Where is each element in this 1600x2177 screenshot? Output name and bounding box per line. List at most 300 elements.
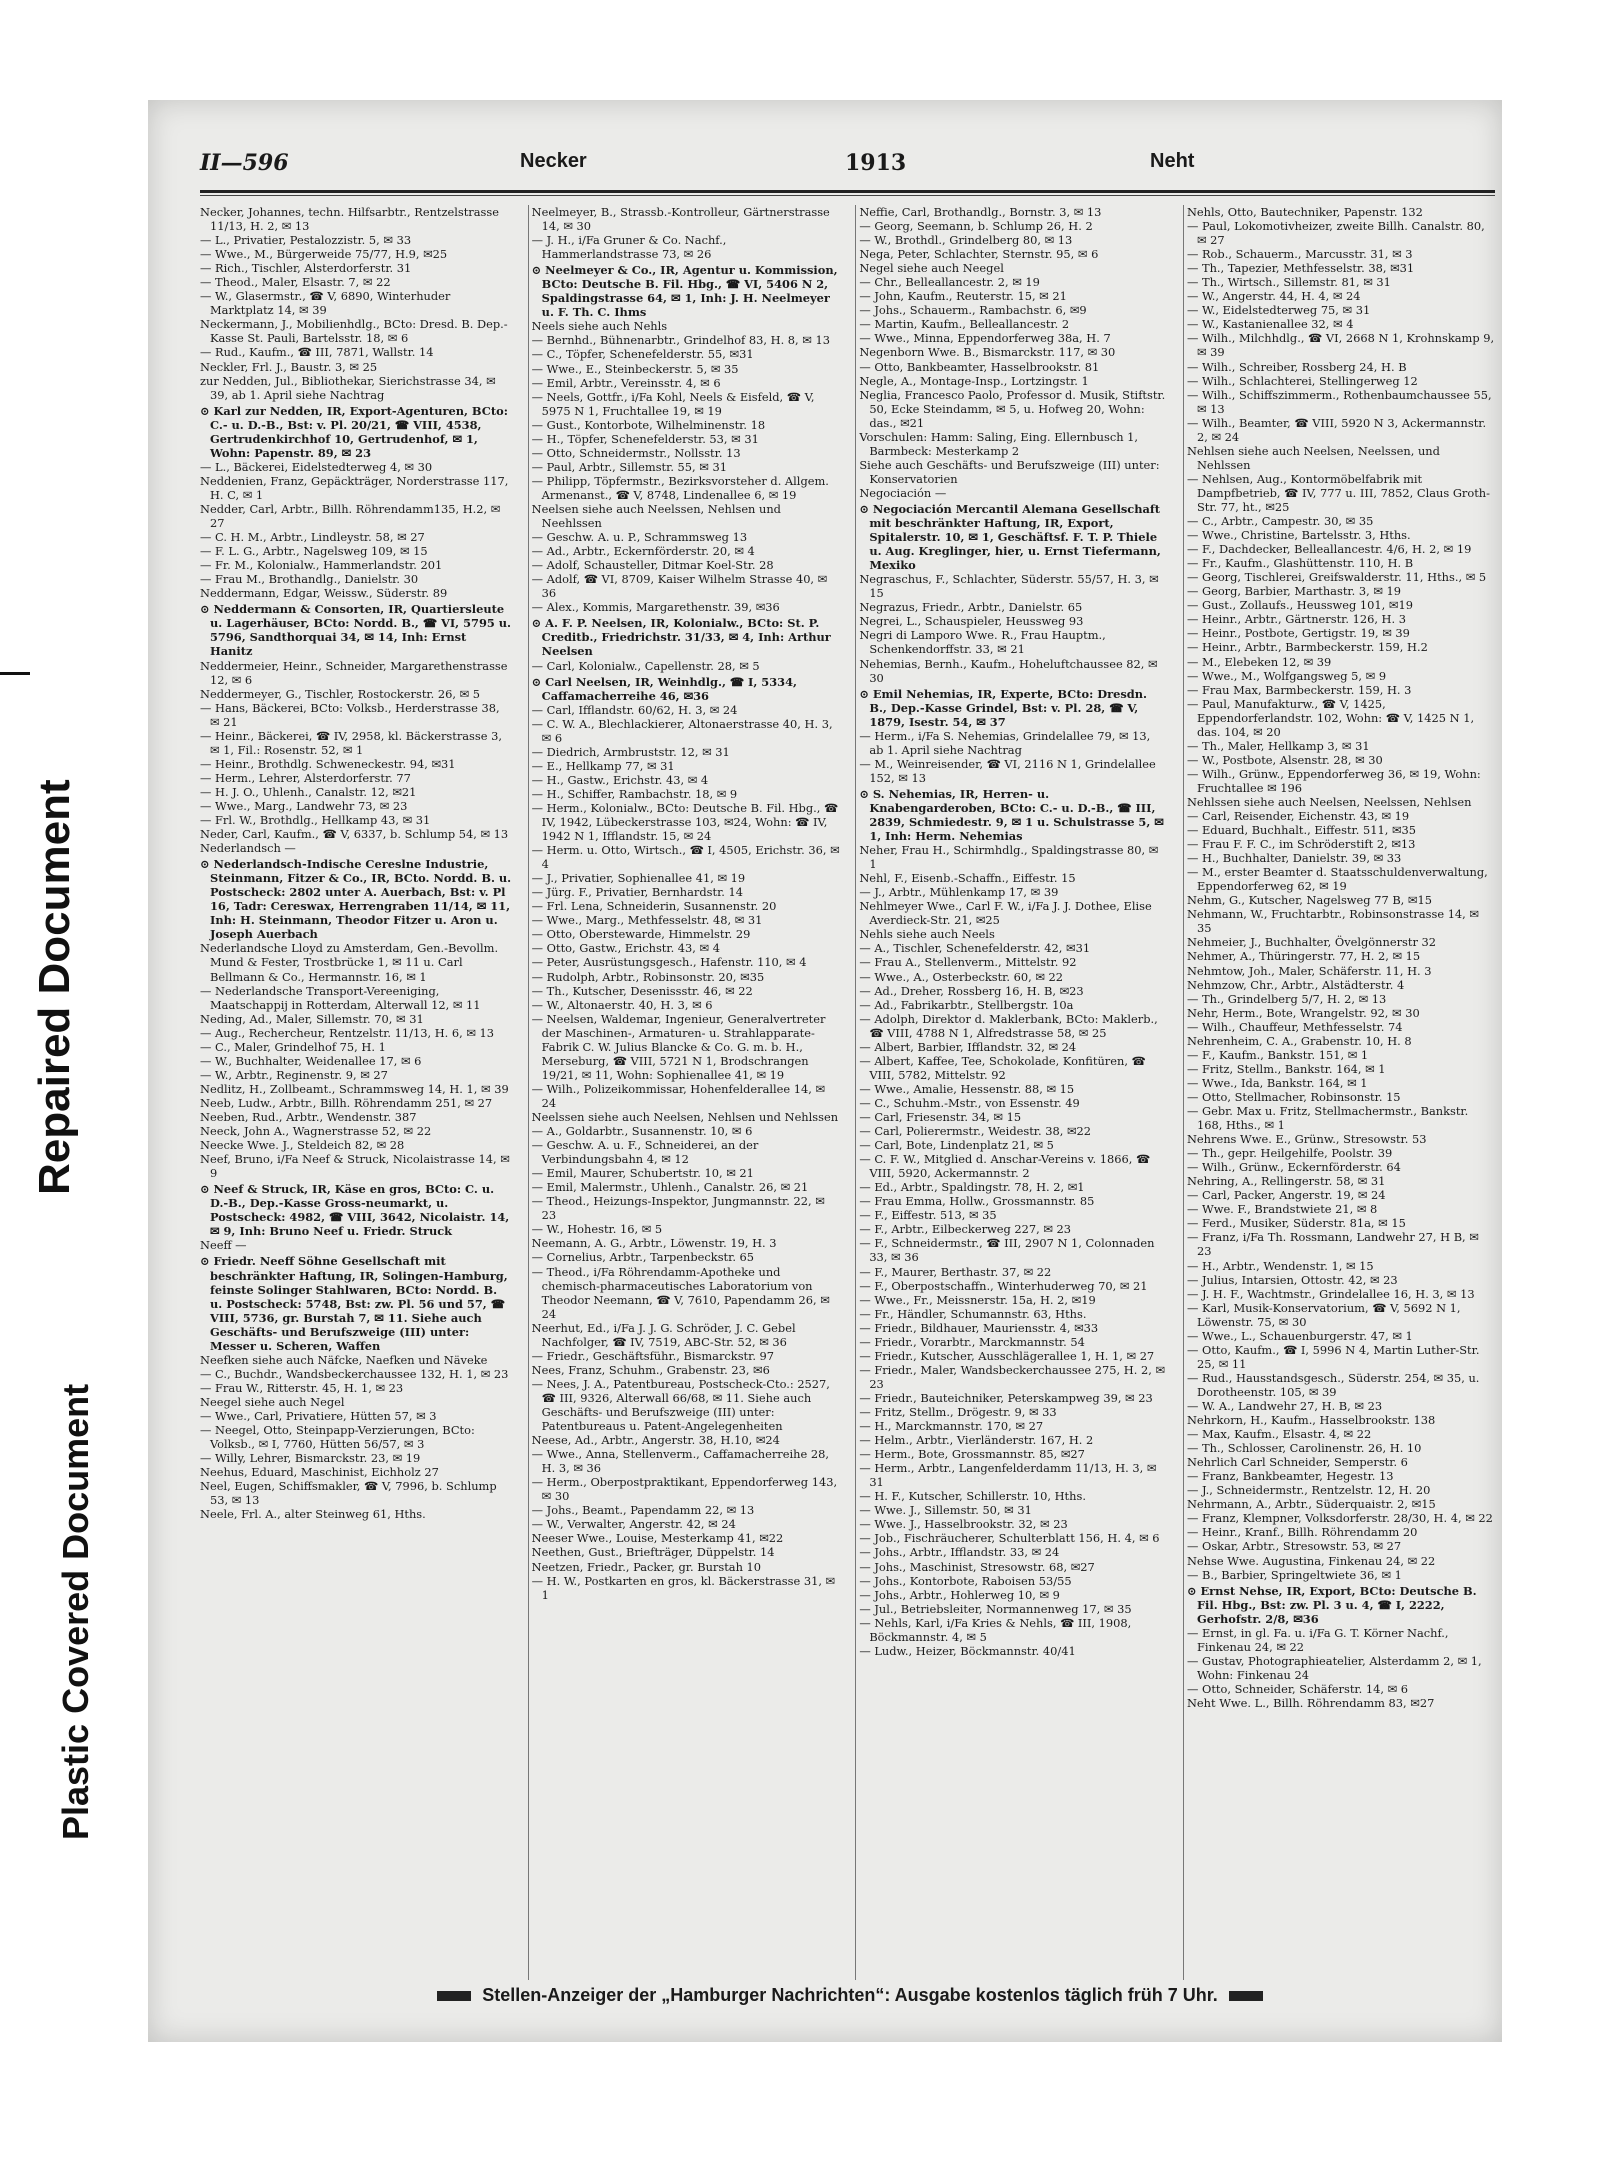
directory-entry: — Otto, Stellmacher, Robinsonstr. 15 (1186, 1089, 1401, 1104)
directory-entry: Neels siehe auch Nehls (531, 319, 668, 334)
pointing-hand-right-icon (1229, 1991, 1263, 2001)
header-rule (200, 190, 1495, 193)
directory-entry: — Wwe., Ida, Bankstr. 164, ✉ 1 (1186, 1075, 1368, 1090)
directory-entry: — Otto, Kaufm., ☎ I, 5996 N 4, Martin Luther-Str. 25, ✉ 11 (1186, 1342, 1480, 1371)
directory-entry: — Carl, Ifflandstr. 60/62, H. 3, ✉ 24 (531, 702, 738, 717)
directory-entry: — Nehls, Karl, i/Fa Kries & Nehls, ☎ III, 1908, Böckmannstr. 4, ✉ 5 (859, 1615, 1132, 1644)
directory-entry: — Neegel, Otto, Steinpapp-Verzierungen, BCto: Volksb., ✉ I, 7760, Hütten 56/57, ✉ 3 (200, 1423, 475, 1452)
directory-entry: — Wwe., M., Bürgerweide 75/77, H.9, ✉25 (200, 247, 448, 262)
directory-entry: Neeck, John A., Wagnerstrasse 52, ✉ 22 (200, 1124, 432, 1139)
directory-entry: — Jul., Betriebsleiter, Normannenweg 17, ✉ 35 (859, 1601, 1132, 1616)
directory-entry: — Eduard, Buchhalt., Eiffestr. 511, ✉35 (1186, 823, 1416, 838)
directory-entry: Siehe auch Geschäfts- und Berufszweige (III) unter: Konservatorien (859, 457, 1160, 486)
directory-entry: Necker, Johannes, techn. Hilfsarbtr., Rentzelstrasse 11/13, H. 2, ✉ 13 (200, 205, 499, 234)
directory-entry: — M., Weinreisender, ☎ VI, 2116 N 1, Grindelallee 152, ✉ 13 (859, 756, 1156, 785)
directory-entry: — Johs., Arbtr., Hohlerweg 10, ✉ 9 (859, 1587, 1060, 1602)
directory-entry: — Wilh., Chauffeur, Methfesselstr. 74 (1186, 1019, 1403, 1034)
directory-entry: Nederlandsch — (200, 841, 296, 856)
directory-entry: — Johs., Kontorbote, Raboisen 53/55 (859, 1573, 1072, 1588)
directory-entry: — Wwe., L., Schauenburgerstr. 47, ✉ 1 (1186, 1328, 1413, 1343)
directory-entry: Neefken siehe auch Näfcke, Naefken und Näveke (200, 1352, 488, 1367)
directory-entry: — Johs., Arbtr., Ifflandstr. 33, ✉ 24 (859, 1545, 1060, 1560)
directory-entry: Neddermeier, Heinr., Schneider, Margarethenstrasse 12, ✉ 6 (200, 658, 508, 687)
last-entry-word: Neht (1150, 150, 1195, 172)
directory-entry: — Georg, Seemann, b. Schlump 26, H. 2 (859, 219, 1093, 234)
directory-entry: Nees, Franz, Schuhm., Grabenstr. 23, ✉6 (531, 1362, 770, 1377)
directory-entry: Neglia, Francesco Paolo, Professor d. Musik, Stiftstr. 50, Ecke Steindamm, ✉ 5, u. Hofweg 20, Wohn: das., ✉21 (859, 387, 1166, 430)
directory-entry: — Rud., Hausstandsgesch., Süderstr. 254, ✉ 35, u. Dorotheenstr. 105, ✉ 39 (1186, 1370, 1480, 1399)
directory-entry: — C. W. A., Blechlackierer, Altonaerstrasse 40, H. 3, ✉ 6 (531, 716, 833, 745)
directory-entry: ⊙ Carl Neelsen, IR, Weinhdlg., ☎ I, 5334, Caffamacherreihe 46, ✉36 (531, 674, 797, 703)
directory-entry: — W., Hohestr. 16, ✉ 5 (531, 1222, 663, 1237)
directory-column-1 (200, 205, 512, 1980)
directory-entry: ⊙ Negociación Mercantil Alemana Gesellschaft mit beschränkter Haftung, IR, Export, Spitalerstr. 10, ✉ 1, Geschäftsf. F. T. P. Thiele u. Aug. Kreglinger, hier, u. Ernst Tiefermann, Mexiko (859, 501, 1161, 573)
directory-entry: — H., Marckmannstr. 170, ✉ 27 (859, 1419, 1044, 1434)
directory-entry: — Theod., Maler, Elsastr. 7, ✉ 22 (200, 275, 391, 290)
directory-columns (200, 205, 1495, 1980)
directory-entry: — Otto, Oberstewarde, Himmelstr. 29 (531, 927, 751, 942)
directory-entry: — Ed., Arbtr., Spaldingstr. 78, H. 2, ✉1 (859, 1180, 1085, 1195)
directory-entry: — Herm., Oberpostpraktikant, Eppendorferweg 143, ✉ 30 (531, 1475, 838, 1504)
directory-entry: — Wilh., Milchhdlg., ☎ VI, 2668 N 1, Krohnskamp 9, ✉ 39 (1186, 331, 1495, 360)
directory-entry: — J. H., i/Fa Gruner & Co. Nachf., Hammerlandstrasse 73, ✉ 26 (531, 233, 727, 262)
directory-entry: — H., Arbtr., Wendenstr. 1, ✉ 15 (1186, 1258, 1374, 1273)
directory-entry: — Herm., i/Fa S. Nehemias, Grindelallee 79, ✉ 13, ab 1. April siehe Nachtrag (859, 728, 1151, 757)
directory-entry: — W., Buchhalter, Weidenallee 17, ✉ 6 (200, 1053, 422, 1068)
directory-entry: — Theod., Heizungs-Inspektor, Jungmannstr. 22, ✉ 23 (531, 1194, 825, 1223)
directory-entry: — Wwe., Carl, Privatiere, Hütten 57, ✉ 3 (200, 1408, 437, 1423)
directory-entry: — Otto, Gastw., Erichstr. 43, ✉ 4 (531, 941, 720, 956)
directory-entry: — Friedr., Bauteichniker, Peterskampweg 39, ✉ 23 (859, 1390, 1153, 1405)
directory-entry: Neelsen siehe auch Neelssen, Nehlsen und Neehlssen (531, 501, 781, 531)
page-number: II—596 (200, 150, 289, 176)
directory-entry: ⊙ Emil Nehemias, IR, Experte, BCto: Dresdn. B., Dep.-Kasse Grindel, Bst: v. Pl. 28, ☎ V, 1879, Isestr. 54, ✉ 37 (859, 686, 1148, 729)
directory-entry: — Adolf, ☎ VI, 8709, Kaiser Wilhelm Strasse 40, ✉ 36 (531, 572, 828, 601)
directory-entry: ⊙ Neelmeyer & Co., IR, Agentur u. Kommission, BCto: Deutsche B. Fil. Hbg., ☎ VI, 5406 N 2, Spaldingstrasse 64, ✉ 1, Inh: J. H. Neelmeyer u. F. Th. C. Ihms (531, 263, 838, 320)
directory-entry: — F. L. G., Arbtr., Nagelsweg 109, ✉ 15 (200, 544, 428, 559)
directory-entry: — Wwe., Amalie, Hessenstr. 88, ✉ 15 (859, 1081, 1075, 1096)
directory-entry: — Carl, Packer, Angerstr. 19, ✉ 24 (1186, 1188, 1386, 1203)
directory-entry: — Albert, Kaffee, Tee, Schokolade, Konfitüren, ☎ VIII, 5782, Mittelstr. 92 (859, 1053, 1146, 1082)
directory-entry: — J., Arbtr., Mühlenkamp 17, ✉ 39 (859, 885, 1059, 900)
directory-entry: — C., Schuhm.-Mstr., von Essenstr. 49 (859, 1095, 1080, 1110)
directory-entry: — Th., Schlosser, Carolinenstr. 26, H. 10 (1186, 1441, 1422, 1456)
directory-entry: Neht Wwe. L., Billh. Röhrendamm 83, ✉27 (1186, 1695, 1435, 1710)
directory-entry: — Alex., Kommis, Margarethenstr. 39, ✉36 (531, 600, 780, 615)
directory-entry: Neeb, Ludw., Arbtr., Billh. Röhrendamm 251, ✉ 27 (200, 1095, 493, 1110)
directory-entry: — Job., Fischräucherer, Schulterblatt 156, H. 4, ✉ 6 (859, 1531, 1160, 1546)
directory-entry: — Cornelius, Arbtr., Tarpenbeckstr. 65 (531, 1250, 755, 1265)
directory-entry: — Otto, Bankbeamter, Hasselbrookstr. 81 (859, 359, 1100, 374)
directory-entry: — W., Brothdl., Grindelberg 80, ✉ 13 (859, 233, 1073, 248)
directory-entry: Nedlitz, H., Zollbeamt., Schrammsweg 14, H. 1, ✉ 39 (200, 1081, 509, 1096)
directory-entry: — Adolph, Direktor d. Maklerbank, BCto: Maklerb., ☎ VIII, 4788 N 1, Alfredstrasse 58, ✉ 25 (859, 1011, 1158, 1040)
directory-entry: — Friedr., Bildhauer, Mauriensstr. 4, ✉33 (859, 1320, 1099, 1335)
directory-entry: — W., Glasermstr., ☎ V, 6890, Winterhuder Marktplatz 14, ✉ 39 (200, 289, 451, 318)
directory-entry: Nehm, G., Kutscher, Nagelsweg 77 B, ✉15 (1186, 893, 1432, 908)
directory-entry: — Hans, Bäckerei, BCto: Volksb., Herderstrasse 38, ✉ 21 (200, 700, 500, 729)
directory-entry: Neetzen, Friedr., Packer, gr. Burstah 10 (531, 1559, 762, 1574)
directory-entry: — Th., gepr. Heilgehilfe, Poolstr. 39 (1186, 1146, 1393, 1161)
pointing-hand-left-icon (437, 1991, 471, 2001)
directory-entry: — Frau Max, Barmbeckerstr. 159, H. 3 (1186, 682, 1412, 697)
directory-entry: — Julius, Intarsien, Ottostr. 42, ✉ 23 (1186, 1272, 1398, 1287)
directory-entry: — Frau W., Ritterstr. 45, H. 1, ✉ 23 (200, 1380, 404, 1395)
directory-year: 1913 (845, 150, 907, 176)
directory-entry: — A., Goldarbtr., Susannenstr. 10, ✉ 6 (531, 1124, 753, 1139)
directory-entry: Neder, Carl, Kaufm., ☎ V, 6337, b. Schlump 54, ✉ 13 (200, 827, 509, 842)
directory-entry: — W., Postbote, Alsenstr. 28, ✉ 30 (1186, 752, 1383, 767)
directory-entry: — B., Barbier, Springeltwiete 36, ✉ 1 (1186, 1567, 1402, 1582)
directory-entry: Neddenien, Franz, Gepäckträger, Norderstrasse 117, H. C, ✉ 1 (200, 473, 509, 502)
directory-entry: Nehemias, Bernh., Kaufm., Hoheluftchaussee 82, ✉ 30 (859, 656, 1158, 685)
directory-entry: Neddermeyer, G., Tischler, Rostockerstr. 26, ✉ 5 (200, 686, 480, 701)
directory-entry: — Heinr., Arbtr., Barmbeckerstr. 159, H.2 (1186, 640, 1428, 655)
directory-entry: — Th., Kutscher, Desenissstr. 46, ✉ 22 (531, 983, 753, 998)
directory-entry: — Nederlandsche Transport-Vereeniging, Maatschappij in Rotterdam, Alterwall 12, ✉ 11 (200, 983, 481, 1012)
directory-entry: — Wwe., E., Steinbeckerstr. 5, ✉ 35 (531, 361, 739, 376)
directory-entry: — Friedr., Maler, Wandsbeckerchaussee 275, H. 2, ✉ 23 (859, 1362, 1165, 1391)
directory-entry: Neckler, Frl. J., Baustr. 3, ✉ 25 (200, 359, 378, 374)
directory-entry: — Th., Maler, Hellkamp 3, ✉ 31 (1186, 738, 1370, 753)
directory-entry: — W., Verwalter, Angerstr. 42, ✉ 24 (531, 1517, 736, 1532)
directory-entry: Nehrens Wwe. E., Grünw., Stresowstr. 53 (1186, 1132, 1427, 1147)
directory-entry: — Fritz, Stellm., Bankstr. 164, ✉ 1 (1186, 1061, 1386, 1076)
directory-entry: — Geschw. A. u. F., Schneiderei, an der Verbindungsbahn 4, ✉ 12 (531, 1138, 759, 1167)
directory-entry: — Friedr., Vorarbtr., Marckmannstr. 54 (859, 1334, 1085, 1349)
directory-entry: — Heinr., Brothdlg. Schweneckestr. 94, ✉31 (200, 756, 456, 771)
directory-entry: Nehlssen siehe auch Neelsen, Neelssen, Nehlsen (1186, 794, 1472, 809)
directory-entry: — Johs., Schauerm., Rambachstr. 6, ✉9 (859, 303, 1087, 318)
directory-entry: Neef, Bruno, i/Fa Neef & Struck, Nicolaistrasse 14, ✉ 9 (200, 1152, 510, 1181)
directory-entry: Neeser Wwe., Louise, Mesterkamp 41, ✉22 (531, 1531, 784, 1546)
directory-entry: ⊙ Nederlandsch-Indische Cereslne Industrie, Steinmann, Fitzer & Co., IR, BCto. Nordd. B. u. Postscheck: 2802 unter A. Auerbach, Bst: v. Pl 16, Tadr: Cereswax, Herrengraben 11/14, ✉ 11, Inh: H. Steinmann, Theodor Fitzer u. Aron u. Joseph Auerbach (200, 857, 512, 942)
directory-entry: Negenborn Wwe. B., Bismarckstr. 117, ✉ 30 (859, 345, 1116, 360)
directory-entry: — Wwe., Marg., Methfesselstr. 48, ✉ 31 (531, 913, 763, 928)
directory-entry: Nehring, A., Rellingerstr. 58, ✉ 31 (1186, 1174, 1386, 1189)
directory-entry: — Karl, Musik-Konservatorium, ☎ V, 5692 N 1, Löwenstr. 75, ✉ 30 (1186, 1300, 1461, 1329)
directory-entry: — Frau A., Stellenverm., Mittelstr. 92 (859, 955, 1077, 970)
directory-entry: — Peter, Ausrüstungsgesch., Hafenstr. 110, ✉ 4 (531, 955, 807, 970)
directory-entry: ⊙ Neef & Struck, IR, Käse en gros, BCto: C. u. D.-B., Dep.-Kasse Gross-neumarkt, u. Postscheck: 4982, ☎ VIII, 3642, Nicolaistr. 14, ✉ 9, Inh: Bruno Neef u. Friedr. Struck (200, 1182, 510, 1239)
directory-entry: — Oskar, Arbtr., Stresowstr. 53, ✉ 27 (1186, 1539, 1402, 1554)
directory-entry: Neeben, Rud., Arbtr., Wendenstr. 387 (200, 1110, 417, 1124)
directory-entry: — Aug., Rechercheur, Rentzelstr. 11/13, H. 6, ✉ 13 (200, 1025, 495, 1040)
directory-entry: Negraschus, F., Schlachter, Süderstr. 55/57, H. 3, ✉ 15 (859, 572, 1159, 601)
directory-entry: — Franz, Klempner, Volksdorferstr. 28/30, H. 4, ✉ 22 (1186, 1511, 1493, 1526)
directory-entry: — H. F., Kutscher, Schillerstr. 10, Hths. (859, 1489, 1086, 1504)
directory-entry: zur Nedden, Jul., Bibliothekar, Sierichstrasse 34, ✉ 39, ab 1. April siehe Nachtrag (200, 373, 496, 402)
directory-entry: — J., Privatier, Sophienallee 41, ✉ 19 (531, 871, 746, 886)
directory-entry: — J. H. F., Wachtmstr., Grindelallee 16, H. 3, ✉ 13 (1186, 1286, 1475, 1301)
directory-entry: — Heinr., Bäckerei, ☎ IV, 2958, kl. Bäckerstrasse 3, ✉ 1, Fil.: Rosenstr. 52, ✉ 1 (200, 728, 502, 757)
directory-entry: — Paul, Arbtr., Sillemstr. 55, ✉ 31 (531, 459, 727, 474)
directory-entry: Nehls siehe auch Neels (859, 927, 995, 942)
directory-entry: — Wwe., Marg., Landwehr 73, ✉ 23 (200, 798, 408, 813)
directory-entry: Nehrmann, A., Arbtr., Süderquaistr. 2, ✉15 (1186, 1497, 1436, 1512)
directory-entry: Nehls, Otto, Bautechniker, Papenstr. 132 (1186, 205, 1423, 219)
directory-entry: — Nehlsen, Aug., Kontormöbelfabrik mit Dampfbetrieb, ☎ IV, 777 u. III, 7852, Claus Groth-Str. 77, ht., ✉25 (1186, 471, 1490, 514)
directory-entry: — H. W., Postkarten en gros, kl. Bäckerstrasse 31, ✉ 1 (531, 1573, 836, 1602)
directory-entry: — Ad., Arbtr., Eckernförderstr. 20, ✉ 4 (531, 544, 755, 559)
directory-entry: — Wilh., Schiffszimmerm., Rothenbaumchaussee 55, ✉ 13 (1186, 387, 1492, 416)
directory-entry: — John, Kaufm., Reuterstr. 15, ✉ 21 (859, 289, 1067, 304)
directory-entry: — Johs., Maschinist, Stresowstr. 68, ✉27 (859, 1559, 1095, 1574)
directory-entry: — Franz, Bankbeamter, Hegestr. 13 (1186, 1469, 1394, 1484)
directory-entry: — C., Töpfer, Schenefelderstr. 55, ✉31 (531, 347, 754, 362)
plastic-covered-label: Plastic Covered Document (55, 1383, 96, 1840)
repaired-document-label: Repaired Document (30, 779, 79, 1195)
first-entry-word: Necker (520, 150, 587, 172)
directory-entry: — Wwe., M., Wolfgangsweg 5, ✉ 9 (1186, 668, 1387, 683)
directory-entry: — Georg, Barbier, Marthastr. 3, ✉ 19 (1186, 584, 1401, 599)
directory-entry: — C., Buchdr., Wandsbeckerchaussee 132, H. 1, ✉ 23 (200, 1366, 509, 1381)
directory-entry: Neckermann, J., Mobilienhdlg., BCto: Dresd. B. Dep.-Kasse St. Pauli, Bartelsstr. 18, ✉ 6 (200, 317, 508, 346)
directory-entry: Negel siehe auch Neegel (859, 261, 1004, 276)
directory-entry: — Wilh., Polizeikommissar, Hohenfelderallee 14, ✉ 24 (531, 1081, 826, 1110)
directory-entry: — Gustav, Photographieatelier, Alsterdamm 2, ✉ 1, Wohn: Finkenau 24 (1186, 1653, 1482, 1682)
directory-entry: — Adolf, Schausteller, Ditmar Koel-Str. 28 (531, 558, 774, 573)
directory-entry: Neecke Wwe. J., Steldeich 82, ✉ 28 (200, 1138, 405, 1153)
directory-entry: ⊙ Friedr. Neeff Söhne Gesellschaft mit beschränkter Haftung, IR, Solingen-Hamburg, feinste Solinger Stahlwaren, BCto: Nordd. B. u. Postscheck: 5748, Bst: zw. Pl. 56 und 57, ☎ VIII, 5736, gr. Burstah 7, ✉ 11. Siehe auch Geschäfts- und Berufszweige (III) unter: Messer u. Scheren, Waffen (200, 1254, 508, 1353)
directory-entry: Neelmeyer, B., Strassb.-Kontrolleur, Gärtnerstrasse 14, ✉ 30 (531, 205, 830, 234)
directory-entry: — H., Gastw., Erichstr. 43, ✉ 4 (531, 772, 709, 787)
directory-entry: — Wwe., Minna, Eppendorferweg 38a, H. 7 (859, 331, 1111, 346)
directory-entry: Negociación — (859, 485, 947, 500)
directory-entry: — F., Kaufm., Bankstr. 151, ✉ 1 (1186, 1047, 1369, 1062)
page-footer (300, 1985, 1400, 2015)
directory-entry: — Friedr., Geschäftsführ., Bismarckstr. 97 (531, 1348, 775, 1363)
directory-entry: — H., Töpfer, Schenefelderstr. 53, ✉ 31 (531, 431, 759, 446)
edge-marker (0, 672, 30, 675)
directory-entry: — Otto, Schneidermstr., Nollsstr. 13 (531, 445, 741, 460)
directory-entry: — Th., Tapezier, Methfesselstr. 38, ✉31 (1186, 261, 1415, 276)
directory-entry: ⊙ Karl zur Nedden, IR, Export-Agenturen, BCto: C.- u. D.-B., Bst: v. Pl. 20/21, ☎ VIII, 4538, Gertrudenkirchhof 10, Gertrudenhof, ✉ 1, Wohn: Papenstr. 89, ✉ 23 (200, 403, 508, 460)
directory-entry: Nehrlich Carl Schneider, Semperstr. 6 (1186, 1455, 1408, 1470)
directory-entry: — Wilh., Grünw., Eppendorferweg 36, ✉ 19, Wohn: Fruchtallee ✉ 196 (1186, 766, 1481, 795)
directory-entry: — Herm., Arbtr., Langenfelderdamm 11/13, H. 3, ✉ 31 (859, 1461, 1157, 1490)
directory-entry: — Theod., i/Fa Röhrendamm-Apotheke und chemisch-pharmaceutisches Laboratorium von Theodor Neemann, ☎ V, 7610, Papendamm 26, ✉24 (531, 1264, 830, 1321)
directory-entry: — Frau F. F. C., im Schröderstift 2, ✉13 (1186, 837, 1416, 852)
directory-entry: Neher, Frau H., Schirmhdlg., Spaldingstrasse 80, ✉ 1 (859, 843, 1159, 872)
directory-entry: — Diedrich, Armbruststr. 12, ✉ 31 (531, 744, 730, 759)
directory-entry: — Ferd., Musiker, Süderstr. 81a, ✉ 15 (1186, 1216, 1406, 1231)
directory-entry: ⊙ S. Nehemias, IR, Herren- u. Knabengarderoben, BCto: C.- u. D.-B., ☎ III, 2839, Schmiedestr. 9, ✉ 1 u. Schulstrasse 5, ✉ 1, Inh: Herm. Nehemias (859, 786, 1164, 844)
directory-entry: — C., Arbtr., Campestr. 30, ✉ 35 (1186, 514, 1374, 529)
directory-entry: — Fr., Händler, Schumannstr. 63, Hths. (859, 1306, 1087, 1321)
directory-entry: — Nees, J. A., Patentbureau, Postscheck-Cto.: 2527, ☎ III, 9326, Alterwall 66/68, ✉ 11. Siehe auch Geschäfts- und Berufszweige (III) unter: Patentbureaus u. Patent-Angelegenheiten (531, 1376, 830, 1434)
directory-entry: Neehus, Eduard, Maschinist, Eichholz 27 (200, 1465, 439, 1480)
directory-entry: — H. J. O., Uhlenh., Canalstr. 12, ✉21 (200, 784, 417, 799)
directory-entry: Nedder, Carl, Arbtr., Billh. Röhrendamm135, H.2, ✉ 27 (200, 501, 501, 531)
directory-entry: — Max, Kaufm., Elsastr. 4, ✉ 22 (1186, 1427, 1372, 1442)
directory-entry: — W., Arbtr., Reginenstr. 9, ✉ 27 (200, 1067, 388, 1082)
page-header (200, 150, 1495, 190)
directory-entry: — Carl, Kolonialw., Capellenstr. 28, ✉ 5 (531, 658, 760, 673)
directory-entry: — Emil, Arbtr., Vereinsstr. 4, ✉ 6 (531, 375, 721, 390)
directory-entry: — Wwe. F., Brandstwiete 21, ✉ 8 (1186, 1202, 1378, 1217)
directory-entry: Nehrenheim, C. A., Grabenstr. 10, H. 8 (1186, 1033, 1412, 1048)
directory-entry: Neeff — (200, 1238, 247, 1253)
directory-entry: — Ludw., Heizer, Böckmannstr. 40/41 (859, 1643, 1076, 1658)
directory-entry: Negri di Lamporo Wwe. R., Frau Hauptm., Schenkendorffstr. 33, ✉ 21 (859, 628, 1106, 657)
header-rule-thin (200, 195, 1495, 196)
directory-entry: — Emil, Malermstr., Uhlenh., Canalstr. 26, ✉ 21 (531, 1180, 809, 1195)
directory-entry: — Johs., Beamt., Papendamm 22, ✉ 13 (531, 1503, 755, 1518)
directory-entry: — Friedr., Kutscher, Ausschlägerallee 1, H. 1, ✉ 27 (859, 1348, 1155, 1363)
directory-entry: — Frau M., Brothandlg., Danielstr. 30 (200, 572, 419, 587)
directory-entry: — Wwe. J., Hasselbrookstr. 32, ✉ 23 (859, 1517, 1068, 1532)
directory-entry: Neemann, A. G., Arbtr., Löwenstr. 19, H. 3 (531, 1236, 777, 1251)
directory-entry: — Rudolph, Arbtr., Robinsonstr. 20, ✉35 (531, 969, 765, 984)
directory-entry: Neelssen siehe auch Neelsen, Nehlsen und Nehlssen (531, 1110, 839, 1124)
directory-entry: ⊙ Ernst Nehse, IR, Export, BCto: Deutsche B. Fil. Hbg., Bst: zw. Pl. 3 u. 4, ☎ I, 2222, Gerhofstr. 2/8, ✉36 (1186, 1583, 1477, 1626)
directory-entry: Neese, Ad., Arbtr., Angerstr. 38, H.10, ✉24 (531, 1433, 780, 1448)
directory-entry: — Rich., Tischler, Alsterdorferstr. 31 (200, 261, 412, 276)
directory-entry: — Carl, Friesenstr. 34, ✉ 15 (859, 1110, 1022, 1124)
directory-entry: — Jürg. F., Privatier, Bernhardstr. 14 (531, 885, 744, 900)
directory-entry: — Frau Emma, Hollw., Grossmannstr. 85 (859, 1194, 1095, 1209)
directory-entry: — Frl. W., Brothdlg., Hellkamp 43, ✉ 31 (200, 813, 431, 828)
directory-entry: — W., Angerstr. 44, H. 4, ✉ 24 (1186, 289, 1361, 304)
directory-entry: — Georg, Tischlerei, Greifswalderstr. 11, Hths., ✉ 5 (1186, 570, 1487, 585)
directory-entry: — L., Bäckerei, Eidelstedterweg 4, ✉ 30 (200, 459, 433, 474)
directory-entry: — Wilh., Schlachterei, Stellingerweg 12 (1186, 373, 1418, 388)
directory-entry: — Albert, Barbier, Ifflandstr. 32, ✉ 24 (859, 1039, 1077, 1054)
directory-entry: Nehse Wwe. Augustina, Finkenau 24, ✉ 22 (1186, 1553, 1436, 1568)
directory-entry: — J., Schneidermstr., Rentzelstr. 12, H. 20 (1186, 1483, 1431, 1498)
directory-entry: Neele, Frl. A., alter Steinweg 61, Hths. (200, 1507, 426, 1522)
directory-entry: — Ernst, in gl. Fa. u. i/Fa G. T. Körner Nachf., Finkenau 24, ✉ 22 (1186, 1625, 1449, 1654)
directory-entry: Nehr, Herm., Bote, Wrangelstr. 92, ✉ 30 (1186, 1005, 1420, 1020)
directory-entry: — A., Tischler, Schenefelderstr. 42, ✉31 (859, 941, 1091, 956)
directory-entry: — W., Altonaerstr. 40, H. 3, ✉ 6 (531, 997, 713, 1012)
directory-entry: Negrazus, Friedr., Arbtr., Danielstr. 65 (859, 600, 1083, 615)
directory-column-4 (1183, 205, 1495, 1980)
directory-entry: — Heinr., Kranf., Billh. Röhrendamm 20 (1186, 1525, 1418, 1540)
directory-entry: — Otto, Schneider, Schäferstr. 14, ✉ 6 (1186, 1681, 1408, 1696)
directory-entry: — Bernhd., Bühnenarbtr., Grindelhof 83, H. 8, ✉ 13 (531, 333, 830, 348)
directory-entry: — Neels, Gottfr., i/Fa Kohl, Neels & Eisfeld, ☎ V, 5975 N 1, Fruchtallee 19, ✉ 19 (531, 389, 815, 418)
directory-entry: Neddermann, Edgar, Weissw., Süderstr. 89 (200, 586, 448, 601)
directory-entry: ⊙ Neddermann & Consorten, IR, Quartiersleute u. Lagerhäuser, BCto: Nordd. B., ☎ VI, 5795 u. 5796, Sandthorquai 34, ✉ 14, Inh: Ernst Hanitz (200, 602, 512, 659)
directory-entry: — C. F. W., Mitglied d. Anschar-Vereins v. 1866, ☎ VIII, 5920, Ackermannstr. 2 (859, 1152, 1151, 1181)
directory-entry: Neel, Eugen, Schiffsmakler, ☎ V, 7996, b. Schlump 53, ✉ 13 (200, 1479, 497, 1508)
directory-entry: — Fr. M., Kolonialw., Hammerlandstr. 201 (200, 558, 443, 573)
directory-entry: Nehmeier, J., Buchhalter, Övelgönnerstr 32 (1186, 935, 1437, 950)
directory-entry: — Carl, Polierermstr., Weidestr. 38, ✉22 (859, 1124, 1091, 1139)
directory-entry: — Paul, Lokomotivheizer, zweite Billh. Canalstr. 80, ✉ 27 (1186, 219, 1485, 248)
directory-entry: — C. H. M., Arbtr., Lindleystr. 58, ✉ 27 (200, 530, 425, 545)
directory-entry: Nega, Peter, Schlachter, Sternstr. 95, ✉ 6 (859, 247, 1099, 262)
directory-entry: — Herm., Bote, Grossmannstr. 85, ✉27 (859, 1447, 1085, 1462)
directory-entry: Negle, A., Montage-Insp., Lortzingstr. 1 (859, 373, 1089, 388)
directory-entry: — Emil, Maurer, Schubertstr. 10, ✉ 21 (531, 1166, 754, 1181)
directory-entry: Nehmzow, Chr., Arbtr., Alstädterstr. 4 (1186, 977, 1405, 992)
directory-entry: — Franz, i/Fa Th. Rossmann, Landwehr 27, H B, ✉ 23 (1186, 1230, 1479, 1259)
directory-entry: Negrei, L., Schauspieler, Heussweg 93 (859, 614, 1084, 629)
directory-entry: — M., erster Beamter d. Staatsschuldenverwaltung, Eppendorferweg 62, ✉ 19 (1186, 865, 1488, 894)
directory-entry: — W., Eidelstedterweg 75, ✉ 31 (1186, 303, 1371, 318)
directory-entry: Nehlsen siehe auch Neelsen, Neelssen, und Nehlssen (1186, 443, 1440, 472)
directory-entry: — Gust., Zollaufs., Heussweg 101, ✉19 (1186, 598, 1413, 613)
directory-entry: Nehl, F., Eisenb.-Schaffn., Eiffestr. 15 (859, 871, 1076, 886)
directory-entry: — Ad., Fabrikarbtr., Stellbergstr. 10a (859, 997, 1074, 1012)
directory-entry: — F., Eiffestr. 513, ✉ 35 (859, 1208, 997, 1223)
directory-entry: — Wwe., Fr., Meissnerstr. 15a, H. 2, ✉19 (859, 1292, 1096, 1307)
directory-entry: — Wilh., Schreiber, Rossberg 24, H. B (1186, 359, 1407, 374)
directory-entry: Neethen, Gust., Briefträger, Düppelstr. 14 (531, 1545, 775, 1560)
directory-entry: — H., Buchhalter, Danielstr. 39, ✉ 33 (1186, 851, 1402, 866)
directory-entry: — Heinr., Arbtr., Gärtnerstr. 126, H. 3 (1186, 612, 1406, 627)
directory-entry: — Neelsen, Waldemar, Ingenieur, Generalvertreter der Maschinen-, Armaturen- u. Strahlapparate-Fabrik C. W. Julius Blancke & Co. G. m. b. H., Merseburg, ☎ VIII, 5721 N 1, Brodschrangen 19/21, ✉ 11, Wohn: Sophienallee 41, ✉ 19 (531, 1011, 826, 1082)
directory-entry: — Wilh., Beamter, ☎ VIII, 5920 N 3, Ackermannstr. 2, ✉ 24 (1186, 415, 1487, 444)
directory-entry: — Chr., Belleallancestr. 2, ✉ 19 (859, 275, 1040, 290)
directory-entry: Nehlmeyer Wwe., Carl F. W., i/Fa J. J. Dothee, Elise Averdieck-Str. 21, ✉25 (859, 899, 1152, 928)
directory-entry: — Rob., Schauerm., Marcusstr. 31, ✉ 3 (1186, 247, 1413, 262)
directory-entry: — Wwe., Christine, Bartelsstr. 3, Hths. (1186, 528, 1411, 543)
directory-entry: — Helm., Arbtr., Vierländerstr. 167, H. 2 (859, 1433, 1094, 1448)
directory-entry: — Ad., Dreher, Rossberg 16, H. B, ✉23 (859, 983, 1084, 998)
directory-entry: — Carl, Bote, Lindenplatz 21, ✉ 5 (859, 1138, 1054, 1153)
directory-entry: — F., Oberpostschaffn., Winterhuderweg 70, ✉ 21 (859, 1278, 1148, 1293)
directory-entry: — Wwe., A., Osterbeckstr. 60, ✉ 22 (859, 969, 1063, 984)
directory-entry: Nehmtow, Joh., Maler, Schäferstr. 11, H. 3 (1186, 963, 1432, 978)
directory-entry: — W. A., Landwehr 27, H. B, ✉ 23 (1186, 1398, 1383, 1413)
footer-advert: Stellen-Anzeiger der „Hamburger Nachrichten“: Ausgabe kostenlos täglich früh 7 Uhr. (482, 1985, 1218, 2005)
directory-entry: Nederlandsche Lloyd zu Amsterdam, Gen.-Bevollm. Mund & Fester, Trostbrücke 1, ✉ 11 u. Carl Bellmann & Co., Hermannstr. 16, ✉ 1 (200, 941, 499, 984)
directory-entry: — Herm. u. Otto, Wirtsch., ☎ I, 4505, Erichstr. 36, ✉ 4 (531, 843, 840, 872)
directory-entry: — Rud., Kaufm., ☎ III, 7871, Wallstr. 14 (200, 345, 434, 360)
directory-entry: — Martin, Kaufm., Belleallancestr. 2 (859, 317, 1070, 332)
directory-entry: Neding, Ad., Maler, Sillemstr. 70, ✉ 31 (200, 1011, 424, 1026)
directory-entry: — L., Privatier, Pestalozzistr. 5, ✉ 33 (200, 233, 412, 248)
directory-entry: Neegel siehe auch Negel (200, 1394, 345, 1409)
directory-entry: — Wwe. J., Sillemstr. 50, ✉ 31 (859, 1503, 1032, 1518)
directory-entry: — F., Schneidermstr., ☎ III, 2907 N 1, Colonnaden 33, ✉ 36 (859, 1236, 1155, 1265)
directory-entry: — Heinr., Postbote, Gertigstr. 19, ✉ 39 (1186, 626, 1410, 641)
directory-entry: — F., Arbtr., Eilbeckerweg 227, ✉ 23 (859, 1222, 1072, 1237)
directory-entry: Nehmer, A., Thüringerstr. 77, H. 2, ✉ 15 (1186, 949, 1421, 964)
directory-entry: — C., Maler, Grindelhof 75, H. 1 (200, 1039, 386, 1054)
directory-entry: — E., Hellkamp 77, ✉ 31 (531, 758, 675, 773)
directory-entry: — Herm., Kolonialw., BCto: Deutsche B. Fil. Hbg., ☎ IV, 1942, Lübeckerstrasse 103, ✉24, Wohn: ☎ IV, 1942 N 1, Ifflandstr. 15, ✉ 24 (531, 800, 839, 844)
directory-entry: — Geschw. A. u. P., Schrammsweg 13 (531, 530, 748, 545)
directory-entry: — Frl. Lena, Schneiderin, Susannenstr. 20 (531, 899, 777, 914)
directory-entry: — Herm., Lehrer, Alsterdorferstr. 77 (200, 770, 411, 785)
directory-entry: — Fr., Kaufm., Glashüttenstr. 110, H. B (1186, 556, 1414, 571)
directory-entry: — Carl, Reisender, Eichenstr. 43, ✉ 19 (1186, 809, 1410, 824)
directory-entry: Nehmann, W., Fruchtarbtr., Robinsonstrasse 14, ✉ 35 (1186, 907, 1479, 936)
directory-entry: — Paul, Manufakturw., ☎ V, 1425, Eppendorferlandstr. 102, Wohn: ☎ V, 1425 N 1, das. 104, ✉ 20 (1186, 696, 1475, 739)
directory-column-3 (855, 205, 1167, 1980)
directory-entry: — F., Maurer, Berthastr. 37, ✉ 22 (859, 1264, 1052, 1279)
directory-entry: — Gust., Kontorbote, Wilhelminenstr. 18 (531, 417, 766, 432)
directory-entry: — F., Dachdecker, Belleallancestr. 4/6, H. 2, ✉ 19 (1186, 542, 1472, 557)
directory-entry: Neffie, Carl, Brothandlg., Bornstr. 3, ✉ 13 (859, 205, 1102, 219)
directory-entry: — Philipp, Töpfermstr., Bezirksvorsteher d. Allgem. Armenanst., ☎ V, 8748, Lindenallee 6, ✉ 19 (531, 473, 829, 502)
directory-entry: Neerhut, Ed., i/Fa J. J. G. Schröder, J. C. Gebel Nachfolger, ☎ IV, 7519, ABC-Str. 52, ✉ 36 (531, 1320, 796, 1349)
directory-entry: — W., Kastanienallee 32, ✉ 4 (1186, 317, 1354, 332)
directory-entry: Nehrkorn, H., Kaufm., Hasselbrookstr. 138 (1186, 1413, 1436, 1428)
directory-entry: — Th., Grindelberg 5/7, H. 2, ✉ 13 (1186, 991, 1387, 1006)
directory-entry: — Th., Wirtsch., Sillemstr. 81, ✉ 31 (1186, 275, 1391, 290)
directory-entry: — Wilh., Grünw., Eckernförderstr. 64 (1186, 1160, 1401, 1175)
directory-entry: — Fritz, Stellm., Drögestr. 9, ✉ 33 (859, 1404, 1057, 1419)
directory-entry: — H., Schiffer, Rambachstr. 18, ✉ 9 (531, 786, 738, 801)
directory-column-2 (528, 205, 840, 1980)
directory-entry: ⊙ A. F. P. Neelsen, IR, Kolonialw., BCto: St. P. Creditb., Friedrichstr. 31/33, ✉ 4, Inh: Arthur Neelsen (531, 616, 831, 659)
